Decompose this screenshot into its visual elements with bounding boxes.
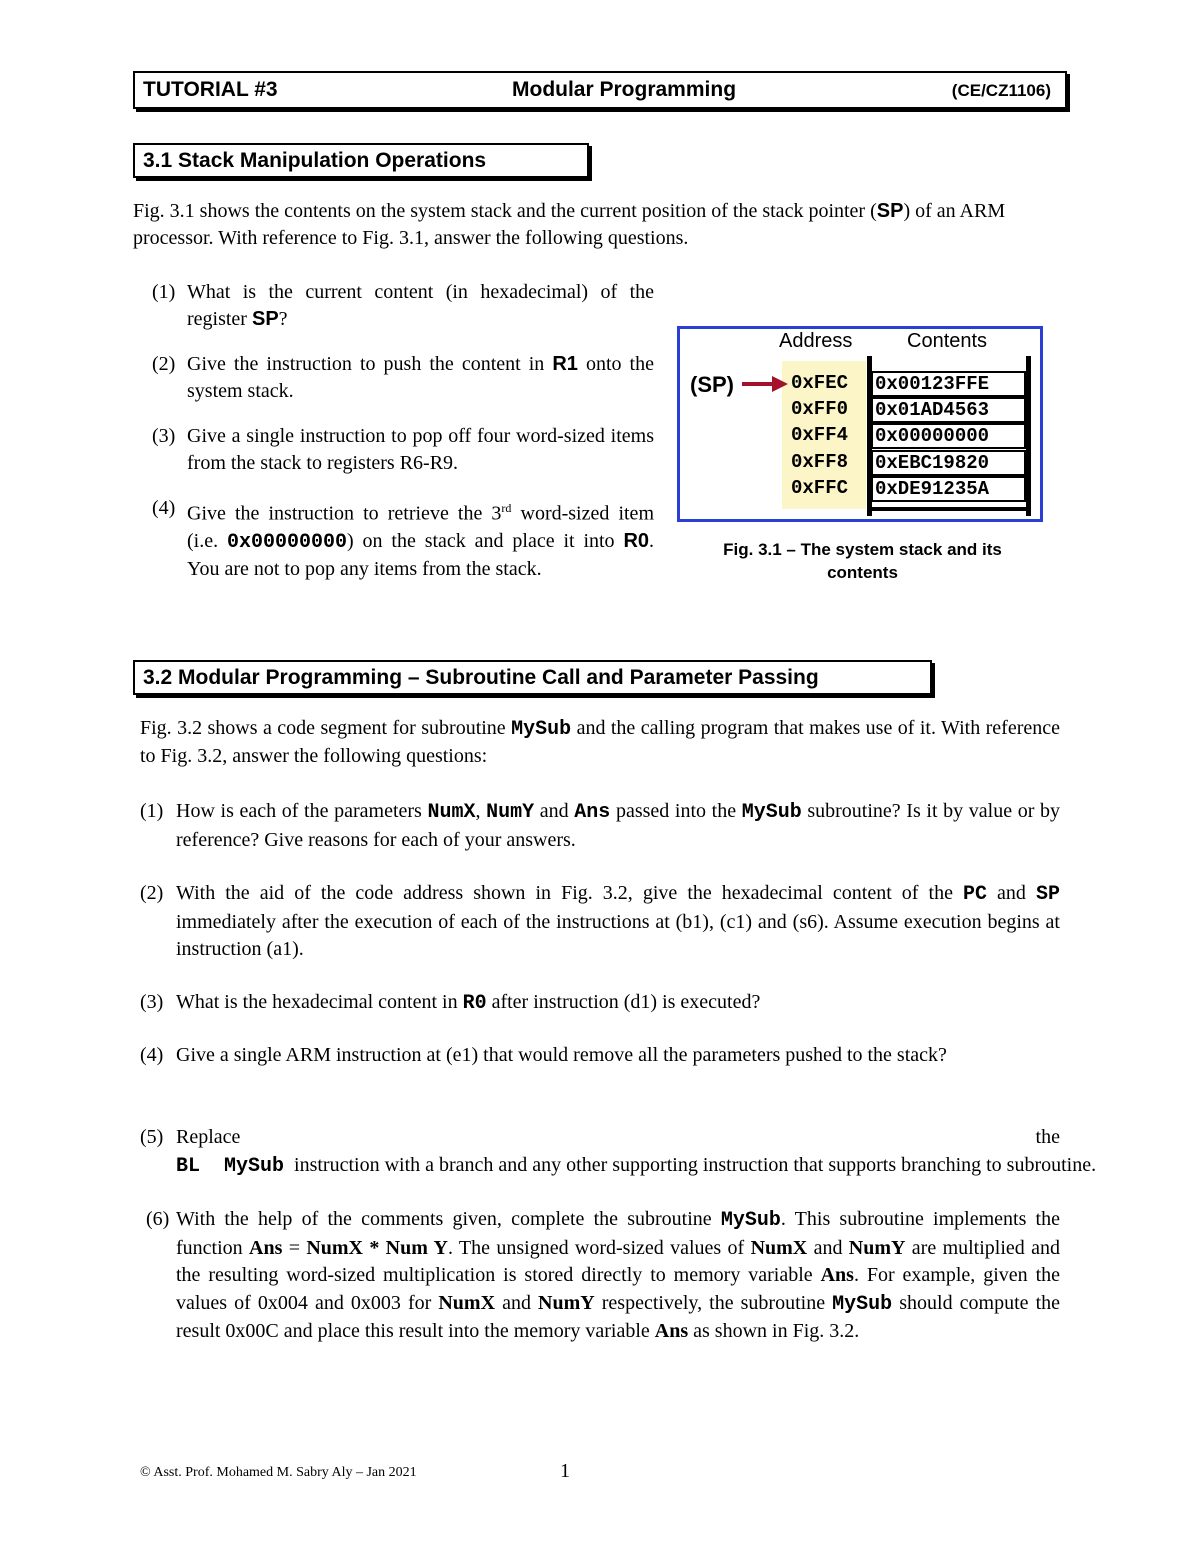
question-3-2-3: (3) What is the hexadecimal content in R0 after instruction (d1) is executed?	[140, 991, 761, 1015]
section-3-2-intro: Fig. 3.2 shows a code segment for subroutine MySub and the calling program that makes use of it. With reference to Fig. 3.2, answer the following questions:	[140, 717, 1060, 767]
question-3-1-1: (1) What is the current content (in hexadecimal) of the register SP?	[152, 281, 654, 330]
stack-pointer-arrow-icon	[742, 374, 788, 394]
stack-pointer-label: (SP)	[690, 372, 734, 397]
stack-bottom	[867, 507, 1031, 511]
contents-column-header: Contents	[907, 330, 988, 352]
course-code: (CE/CZ1106)	[951, 81, 1051, 100]
question-3-2-6: (6) With the help of the comments given, complete the subroutine MySub. This subroutine implements the function Ans = NumX * Num Y. The unsigned word-sized values of NumX and NumY are multiplied and the resulting word-sized multiplication is stored directly to memory variable Ans. For example, given the values of 0x004 and 0x003 for NumX and NumY respectively, the subroutine MySub should compute the result 0x00C and place this result into the memory variable Ans as shown in Fig. 3.2.	[146, 1208, 1061, 1342]
stack-content: 0x00000000	[871, 423, 1026, 449]
tutorial-topic: Modular Programming	[512, 78, 737, 101]
address-column-header: Address	[779, 330, 853, 352]
tutorial-number: TUTORIAL #3	[143, 78, 278, 101]
question-3-1-2: (2) Give the instruction to push the content in R1 onto the system stack.	[152, 353, 654, 402]
stack-address: 0xFF8	[791, 451, 849, 473]
question-3-1-3: (3) Give a single instruction to pop off four word-sized items from the stack to registers R6-R9.	[152, 425, 654, 474]
stack-address: 0xFFC	[791, 477, 849, 499]
question-3-2-1: (1) How is each of the parameters NumX, NumY and Ans passed into the MySub subroutine? Is it by value or by reference? Give reasons for each of your answers.	[140, 800, 1060, 851]
figure-3-1-caption: Fig. 3.1 – The system stack and its contents	[723, 540, 1002, 582]
stack-content: 0x01AD4563	[871, 397, 1026, 423]
page-header	[133, 71, 1067, 109]
question-3-1-4: (4) Give the instruction to retrieve the 3rd word-sized item (i.e. 0x00000000) on the stack and place it into R0. You are not to pop any items from the stack.	[152, 497, 655, 580]
stack-address: 0xFEC	[791, 372, 849, 394]
stack-address: 0xFF0	[791, 398, 849, 420]
question-3-2-4: (4) Give a single ARM instruction at (e1) that would remove all the parameters pushed to the stack?	[140, 1044, 947, 1066]
stack-right-wall	[1026, 356, 1031, 516]
stack-address: 0xFF4	[791, 424, 849, 446]
section-3-1-title: 3.1 Stack Manipulation Operations	[133, 143, 589, 178]
question-3-2-5: (5) Replace the BL MySub instruction with a branch and any other supporting instruction that supports branching to subroutine.	[140, 1126, 1097, 1178]
footer-author: © Asst. Prof. Mohamed M. Sabry Aly – Jan 2021	[140, 1465, 417, 1480]
page-number: 1	[560, 1460, 570, 1482]
section-3-2-title: 3.2 Modular Programming – Subroutine Call and Parameter Passing	[133, 660, 932, 695]
section-3-1-intro: Fig. 3.1 shows the contents on the system stack and the current position of the stack pointer (SP) of an ARM processor. With reference to Fig. 3.1, answer the following questions.	[133, 200, 1006, 249]
stack-content: 0xEBC19820	[871, 450, 1026, 476]
stack-content: 0x00123FFE	[871, 371, 1026, 397]
stack-content: 0xDE91235A	[871, 476, 1026, 502]
question-3-2-2: (2) With the aid of the code address shown in Fig. 3.2, give the hexadecimal content of the PC and SP immediately after the execution of each of the instructions at (b1), (c1) and (s6). Assume execution begins at instruction (a1).	[140, 882, 1060, 960]
